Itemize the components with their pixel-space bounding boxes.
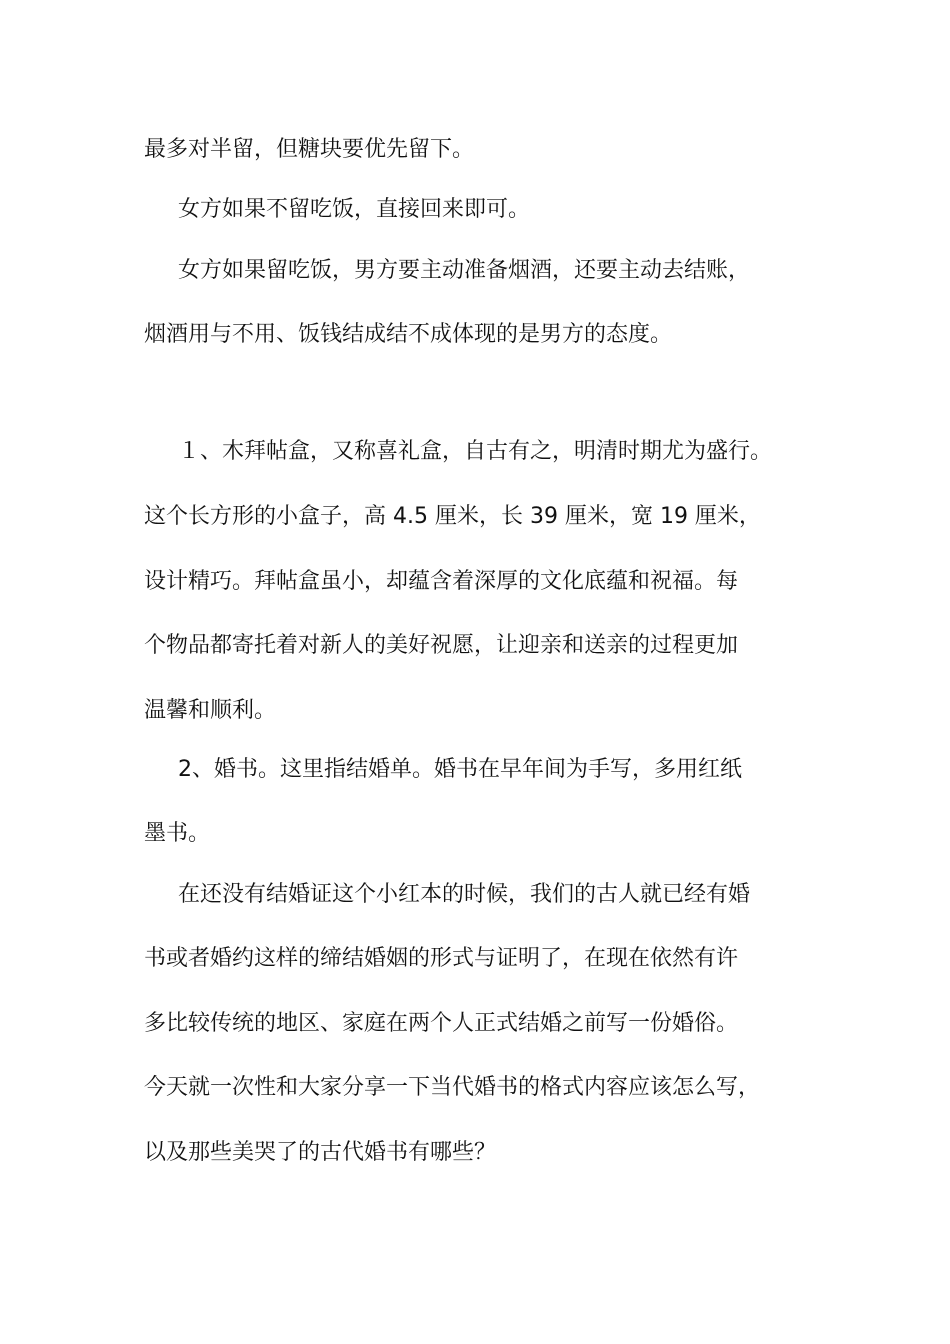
text-line: 以及那些美哭了的古代婚书有哪些？ bbox=[144, 1140, 497, 1165]
text-line: 温馨和顺利。 bbox=[144, 698, 277, 723]
text-line: 这个长方形的小盒子，高 4.5 厘米，长 39 厘米，宽 19 厘米， bbox=[144, 504, 761, 529]
text-line: 2、婚书。这里指结婚单。婚书在早年间为手写，多用红纸 bbox=[178, 757, 742, 782]
text-line: 多比较传统的地区、家庭在两个人正式结婚之前写一份婚俗。 bbox=[144, 1011, 739, 1036]
text-line: １、木拜帖盒，又称喜礼盒，自古有之，明清时期尤为盛行。 bbox=[178, 439, 773, 464]
text-line: 个物品都寄托着对新人的美好祝愿，让迎亲和送亲的过程更加 bbox=[144, 633, 739, 658]
text-line: 最多对半留，但糖块要优先留下。 bbox=[144, 137, 475, 162]
text-line: 在还没有结婚证这个小红本的时候，我们的古人就已经有婚 bbox=[178, 882, 751, 907]
text-line: 烟酒用与不用、饭钱结成结不成体现的是男方的态度。 bbox=[144, 322, 673, 347]
text-line: 墨书。 bbox=[144, 821, 211, 846]
text-line: 女方如果留吃饭，男方要主动准备烟酒，还要主动去结账， bbox=[178, 258, 751, 283]
text-line: 设计精巧。拜帖盒虽小，却蕴含着深厚的文化底蕴和祝福。每 bbox=[144, 569, 739, 594]
text-line: 今天就一次性和大家分享一下当代婚书的格式内容应该怎么写， bbox=[144, 1075, 761, 1100]
text-line: 书或者婚约这样的缔结婚姻的形式与证明了，在现在依然有许 bbox=[144, 946, 739, 971]
text-line: 女方如果不留吃饭，直接回来即可。 bbox=[178, 197, 531, 222]
